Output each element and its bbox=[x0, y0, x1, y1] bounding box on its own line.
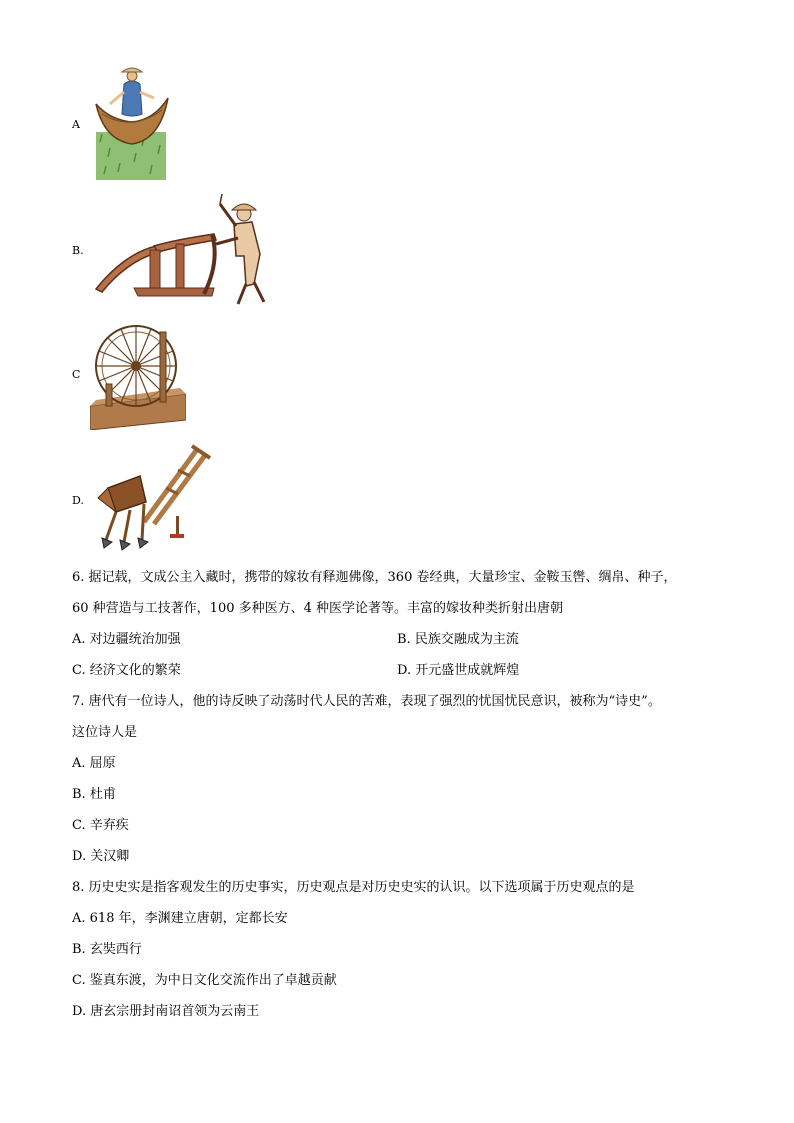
question-7-option-d[interactable]: D. 关汉卿 bbox=[72, 849, 130, 864]
question-6-option-d[interactable]: D. 开元盛世成就辉煌 bbox=[397, 663, 520, 678]
question-7-option-b[interactable]: B. 杜甫 bbox=[72, 787, 116, 802]
water-wheel-icon bbox=[90, 322, 186, 430]
question-8-option-d[interactable]: D. 唐玄宗册封南诏首领为云南王 bbox=[72, 1004, 260, 1019]
option-letter: B. bbox=[72, 244, 84, 257]
farmer-in-boat-icon bbox=[94, 62, 170, 182]
question-8-option-b[interactable]: B. 玄奘西行 bbox=[72, 942, 142, 957]
question-7-line-2: 这位诗人是 bbox=[72, 725, 138, 740]
question-7-option-a[interactable]: A. 屈原 bbox=[72, 756, 116, 771]
question-6-option-a[interactable]: A. 对边疆统治加强 bbox=[72, 632, 181, 647]
question-6-line-1: 6. 据记载，文成公主入藏时，携带的嫁妆有释迦佛像，360 卷经典，大量珍宝、金鞍玉辔、绸帛、种子， bbox=[72, 570, 677, 585]
option-letter: C bbox=[72, 368, 81, 381]
question-8-option-c[interactable]: C. 鉴真东渡，为中日文化交流作出了卓越贡献 bbox=[72, 973, 337, 988]
curved-plough-icon bbox=[94, 194, 274, 309]
question-6-option-b[interactable]: B. 民族交融成为主流 bbox=[397, 632, 519, 647]
question-6-line-2: 60 种营造与工技著作，100 多种医方、4 种医学论著等。丰富的嫁妆种类折射出唐朝 bbox=[72, 601, 564, 616]
question-8-option-a[interactable]: A. 618 年，李渊建立唐朝，定都长安 bbox=[72, 911, 288, 926]
question-8-line-1: 8. 历史史实是指客观发生的历史事实，历史观点是对历史史实的认识。以下选项属于历史观点的是 bbox=[72, 880, 635, 895]
question-6-option-c[interactable]: C. 经济文化的繁荣 bbox=[72, 663, 181, 678]
seed-drill-icon bbox=[94, 442, 214, 554]
question-7-line-1: 7. 唐代有一位诗人，他的诗反映了动荡时代人民的苦难，表现了强烈的忧国忧民意识，被称为“诗史”。 bbox=[72, 694, 661, 709]
option-letter: D. bbox=[72, 494, 84, 507]
option-letter: A bbox=[72, 118, 80, 131]
question-7-option-c[interactable]: C. 辛弃疾 bbox=[72, 818, 129, 833]
